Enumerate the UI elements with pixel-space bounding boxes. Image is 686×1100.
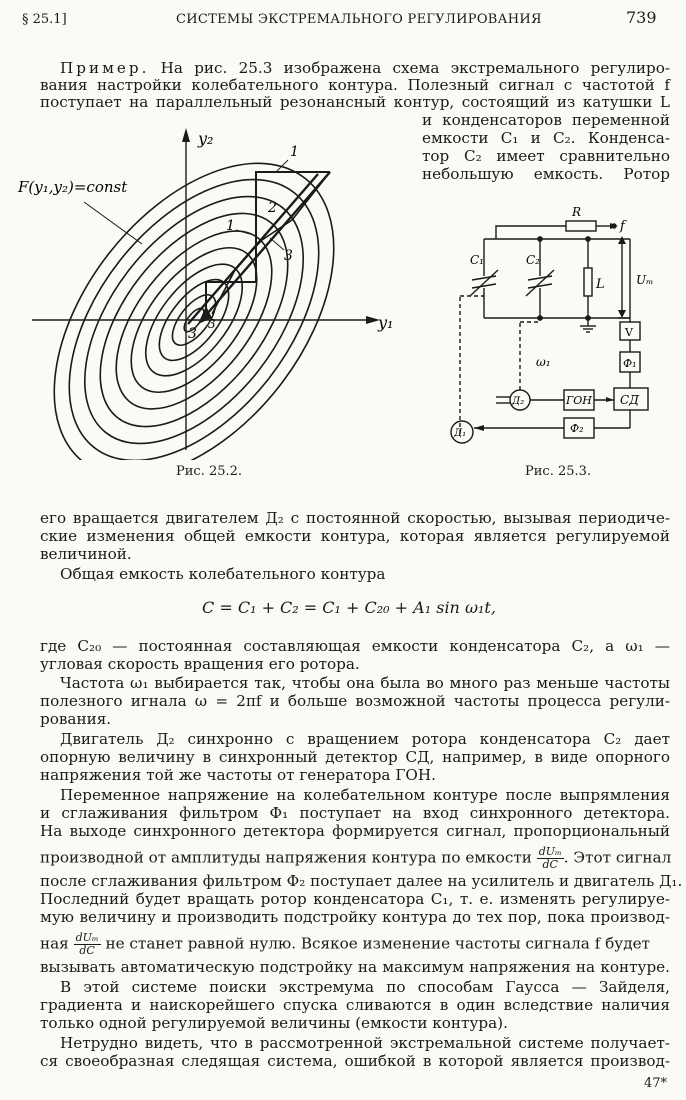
p5-line-2: опорную величину в синхронный детектор СД, например, в виде опорного [40,748,670,766]
p5-line-3: напряжения той же частоты от генератора ГОН. [40,766,436,784]
p3-line-2: угловая скорость вращения его ротора. [40,655,360,673]
label-R: R [572,205,582,219]
p6-line-2: и сглаживания фильтром Ф₁ поступает на вход синхронного детектора. [40,804,670,822]
p6-line-3: На выходе синхронного детектора формируется сигнал, пропорциональный [40,822,670,840]
path-number-2: 2 [268,200,277,216]
p4-line-1: Частота ω₁ выбирается так, чтобы она была во много раз меньше частоты [60,674,670,692]
p6-line-9: вызывать автоматическую подстройку на максимум напряжения на контуре. [40,958,670,976]
label-L: L [596,277,605,292]
signature-mark: 47* [644,1076,668,1091]
label-w1: ω₁ [536,355,551,369]
p6-line-6: Последний будет вращать ротор конденсатора C₁, т. е. изменять регулируе- [40,890,670,908]
side-line-2: емкости C₁ и C₂. Конденса- [422,129,670,147]
label-F2: Ф₂ [570,422,584,435]
p8-line-1: Нетрудно видеть, что в рассмотренной экстремальной системе получает- [60,1034,670,1052]
contour-ellipses [0,112,390,460]
label-C1: C₁ [470,253,484,267]
path-number-3: 3 [284,248,293,264]
path-number-1b: 1 [226,218,235,234]
label-f: f [620,219,625,234]
side-line-1: и конденсаторов переменной [422,111,670,129]
p6-line-8-a: ная [40,934,69,953]
path-number-1: 1 [290,144,299,160]
caption-fig-25-2: Рис. 25.2. [176,464,243,479]
intro-line-2: вания настройки колебательного контура. Полезный сигнал с частотой f [40,76,670,94]
intro-line-1-text: На рис. 25.3 изображена схема экстремального регулиро- [149,59,670,77]
example-word: Пример. [60,59,150,77]
figure-25-2 [0,110,410,460]
label-C2: C₂ [526,253,540,267]
p8-line-2: ся своеобразная следящая система, ошибкой в которой является производ- [40,1052,670,1070]
p6-line-8 [40,932,670,957]
label-D1: Д₁ [454,428,467,439]
label-SD: СД [620,393,639,407]
label-D2: Д₂ [512,396,525,407]
side-line-4: небольшую емкость. Ротор [422,165,670,183]
p6-line-1: Переменное напряжение на колебательном контуре после выпрямления [60,786,670,804]
search-path-2 [188,172,330,324]
formula-capacity: C = C₁ + C₂ = C₁ + C₂₀ + A₁ sin ω₁t, [202,598,496,617]
function-label: F(y₁,y₂)=const [18,178,128,196]
p6-line-5: после сглаживания фильтром Ф₂ поступает далее на усилитель и двигатель Д₁. [40,872,683,890]
derivative-fraction [537,846,564,871]
figure-25-3 [440,192,680,452]
p3-line-1: где C₂₀ — постоянная составляющая емкости конденсатора C₂, а ω₁ — [40,637,670,655]
p5-line-1: Двигатель Д₂ синхронно с вращением ротора конденсатора C₂ дает [60,730,670,748]
y2-arrow-icon [182,128,190,142]
p6-line-8-b: не станет равной нулю. Всякое изменение частоты сигнала f будет [105,934,650,953]
p6-line-7: мую величину и производить подстройку контура до тех пор, пока производ- [40,908,670,926]
derivative-fraction-2 [74,932,101,957]
p7-line-1: В этой системе поиски экстремума по способам Гаусса — Зайделя, [60,978,670,996]
label-GON: ГОН [566,394,592,407]
resistor-R [566,221,596,231]
y1-label: y₁ [378,313,394,332]
path-number-3b: 3 [188,326,197,342]
caption-fig-25-3: Рис. 25.3. [525,464,592,479]
y2-label: y₂ [198,129,214,148]
side-line-3: тор C₂ имеет сравнительно [422,147,670,165]
running-title: СИСТЕМЫ ЭКСТРЕМАЛЬНОГО РЕГУЛИРОВАНИЯ [176,12,542,27]
frac-den: dC [542,858,558,871]
p1-line-1: его вращается двигателем Д₂ с постоянной скоростью, вызывая периодиче- [40,509,670,527]
section-ref: § 25.1] [22,12,67,27]
p4-line-3: рования. [40,710,112,728]
p1-line-3: величиной. [40,545,132,563]
frac-num: dUₘ [538,845,562,858]
frac2-num: dUₘ [75,931,99,944]
p6-line-4 [40,846,670,871]
frac2-den: dC [79,944,95,957]
p6-line-4-b: . Этот сигнал [563,848,672,867]
label-F1: Ф₁ [623,357,637,370]
p1-line-2: ские изменения общей емкости контура, которая является регулируемой [40,527,670,545]
label-amplifier: V [625,326,633,339]
p2-line-1: Общая емкость колебательного контура [60,565,386,583]
p7-line-3: только одной регулируемой величины (емкости контура). [40,1014,508,1032]
intro-line-1 [40,60,670,78]
p6-line-4-a: производной от амплитуды напряжения контура по емкости [40,848,532,867]
path-number-3c: 3 [208,317,216,331]
page-number: 739 [626,8,657,27]
intro-line-3: поступает на параллельный резонансный контур, состоящий из катушки L [40,93,670,111]
p4-line-2: полезного игнала ω = 2πf и больше возможной частоты процесса регули- [40,692,670,710]
p7-line-2: градиента и наискорейшего спуска сливаются в один вследствие наличия [40,996,670,1014]
label-Um: Uₘ [636,273,654,287]
